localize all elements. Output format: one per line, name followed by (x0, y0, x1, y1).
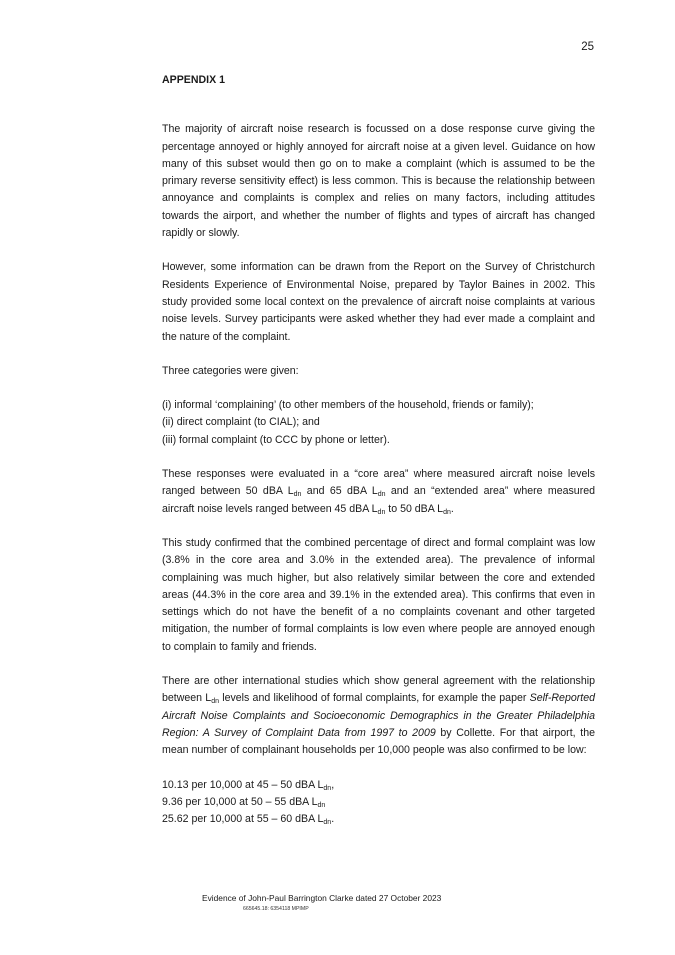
document-body (162, 72, 595, 845)
appendix-heading: APPENDIX 1 (162, 74, 225, 86)
paragraph-6: There are other international studies which show general agreement with the relationship between $L_{dn}$ levels and likelihood of formal complaints, for example the paper Self-Reported Aircraft Noise Complaints and Socioeconomic Demographics in the Greater Philadelphia Region: A Survey of Complaint Data from 1997 to 2009 by Collette. For that airport, the mean number of complainant households per 10,000 people was also confirmed to be low: (162, 675, 595, 757)
list-item: 10.13 per 10,000 at 45 – 50 dBA $L_{dn}$, (162, 778, 335, 792)
paragraph-1: The majority of aircraft noise research is focussed on a dose response curve giving the percentage annoyed or highly annoyed for aircraft noise at a given level. Guidance on how many of this subset would then go on to make a complaint (which is assumed to be the primary reverse sensitivity effect) is less common. This is because the relationship between annoyance and complaints is complex and relies on many factors, including attitudes towards the airport, and whether the number of flights and types of aircraft has changed rapidly or slowly. (162, 123, 595, 240)
categories-list (162, 397, 595, 449)
paragraph-5: This study confirmed that the combined percentage of direct and formal complaint was low (3.8% in the core area and 3.0% in the extended area). The prevalence of informal complaining was much higher, but also relatively similar between the core and extended areas (44.3% in the core area and 39.1% in the extended area). This confirms that even in settings which do not have the benefit of a no complaints covenant and other targeted mitigation, the number of formal complaints is low even where people are annoyed enough to complain to family and friends. (162, 536, 595, 653)
list-item: 9.36 per 10,000 at 50 – 55 dBA $L_{dn}$ (162, 795, 326, 809)
footer-evidence-line: Evidence of John-Paul Barrington Clarke dated 27 October 2023 (202, 893, 442, 903)
paragraph-2: However, some information can be drawn from the Report on the Survey of Christchurch Residents Experience of Environmental Noise, prepared by Taylor Baines in 2002. This study provided some local context on the prevalence of aircraft noise complaints at various noise levels. Survey participants were asked whether they had ever made a complaint and the nature of the complaint. (162, 261, 595, 343)
footer-reference: 665645.18: 6354118 MPIMP (243, 906, 309, 912)
rates-list (162, 777, 595, 829)
paper-title: Self-Reported Aircraft Noise Complaints and Socioeconomic Demographics in the Greater Philadelphia Region: A Survey of Complaint Data from 1997 to 2009 (162, 692, 595, 739)
paragraph-3: Three categories were given: (162, 364, 299, 377)
paragraph-4: These responses were evaluated in a “core area” where measured aircraft noise levels ranged between 50 dBA $L_{dn}$ and 65 dBA $L_{dn}$ and an “extended area” where measured aircraft noise levels ranged between 45 dBA $L_{dn}$ to 50 dBA $L_{dn}$. (162, 468, 596, 516)
list-item: (iii) formal complaint (to CCC by phone or letter). (162, 433, 390, 446)
list-item: 25.62 per 10,000 at 55 – 60 dBA $L_{dn}$. (162, 813, 335, 827)
page-number: 25 (581, 41, 594, 53)
list-item: (i) informal ‘complaining’ (to other members of the household, friends or family); (162, 399, 534, 412)
list-item: (ii) direct complaint (to CIAL); and (162, 416, 320, 429)
